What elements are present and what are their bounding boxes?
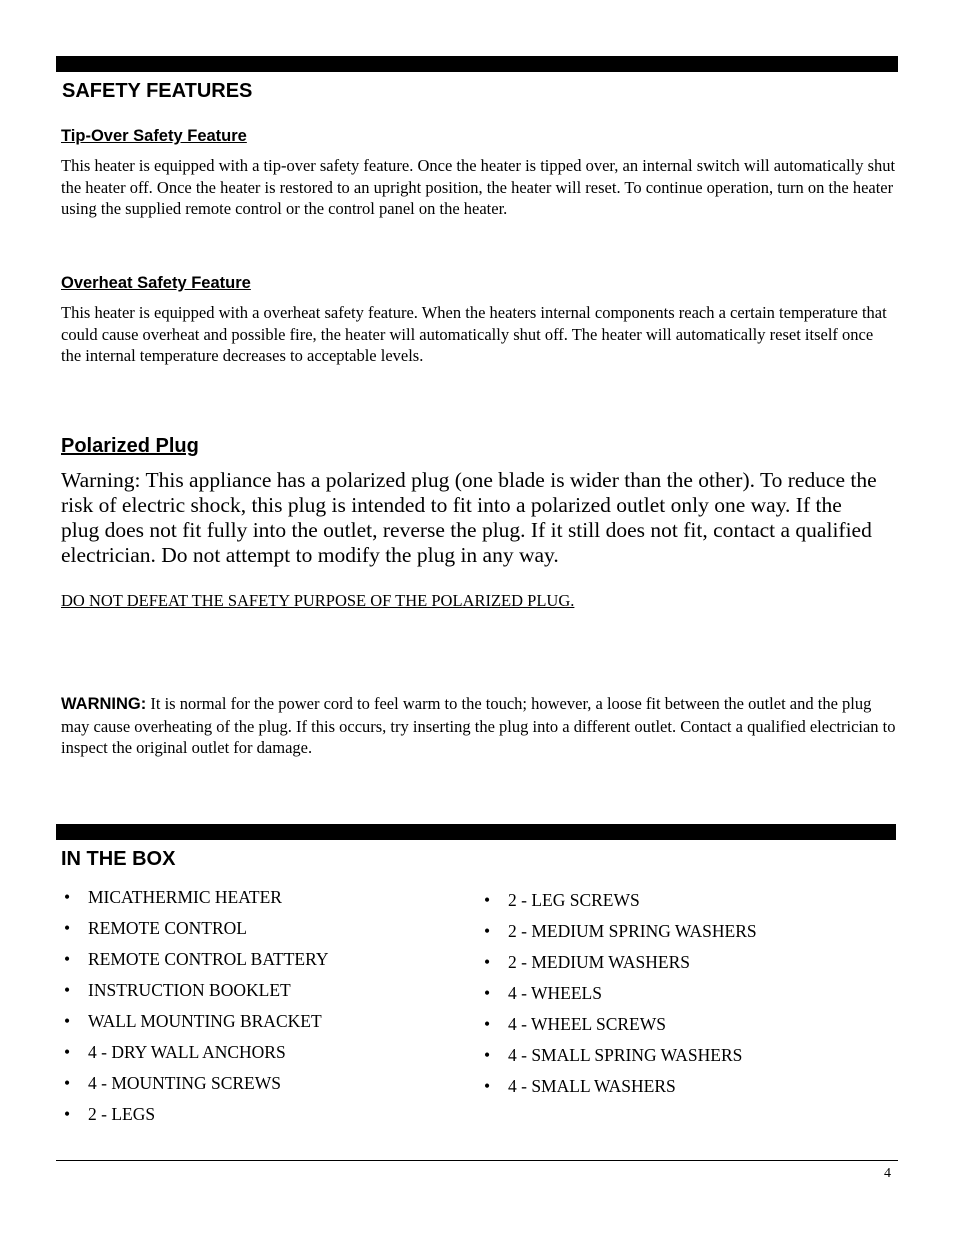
polarized-plug-title: Polarized Plug [61,435,199,457]
list-item-label: REMOTE CONTROL BATTERY [88,949,329,969]
list-item [480,921,757,952]
list-item-label: 4 - WHEELS [508,983,602,1003]
bullet-icon: • [64,949,71,969]
list-item [60,887,328,918]
overheat-body: This heater is equipped with a overheat safety feature. When the heaters internal components reach a certain temperature that could cause overheat and possible fire, the heater will automatically shut off. The heater will automatically reset itself once the internal temperature decreases to acceptable levels. [61,303,887,365]
list-item-label: 4 - DRY WALL ANCHORS [88,1042,286,1062]
list-item [480,890,757,921]
footer-rule [56,1160,898,1161]
bullet-icon: • [64,918,71,938]
bullet-icon: • [484,1045,491,1065]
list-item [60,949,328,980]
tipover-title: Tip-Over Safety Feature [61,127,247,145]
polarized-plug-body: Warning: This appliance has a polarized plug (one blade is wider than the other). To reduce the risk of electric shock, this plug is intended to fit into a polarized outlet only one way. If the plug does not fit fully into the outlet, reverse the plug. If it still does not fit, contact a qualified electrician. Do not attempt to modify the plug in any way. [61,468,877,567]
bullet-icon: • [64,980,71,1000]
list-item-label: 2 - LEG SCREWS [508,890,640,910]
list-item-label: 4 - SMALL WASHERS [508,1076,676,1096]
list-item [60,980,328,1011]
list-item [480,1045,757,1076]
list-item-label: 2 - MEDIUM SPRING WASHERS [508,921,757,941]
warning-body: It is normal for the power cord to feel warm to the touch; however, a loose fit between the outlet and the plug may cause overheating of the plug. If this occurs, try inserting the plug into a different outlet. Contact a qualified electrician to inspect the original outlet for damage. [61,694,896,757]
list-item [60,1073,328,1104]
in-the-box-heading: IN THE BOX [61,848,176,870]
list-item [60,1011,328,1042]
section-bar-safety [56,56,898,72]
section-bar-in-the-box [56,824,896,840]
warning-label: WARNING: [61,695,147,713]
bullet-icon: • [484,983,491,1003]
box-contents-left-list [60,887,328,1135]
list-item [60,1104,328,1135]
list-item-label: REMOTE CONTROL [88,918,247,938]
tipover-body: This heater is equipped with a tip-over safety feature. Once the heater is tipped over, an internal switch will automatically shut the heater off. Once the heater is restored to an upright position, the heater will reset. To continue operation, turn on the heater using the supplied remote control or the control panel on the heater. [61,156,896,218]
list-item [480,952,757,983]
list-item-label: 2 - MEDIUM WASHERS [508,952,690,972]
safety-features-heading: SAFETY FEATURES [62,80,253,102]
bullet-icon: • [64,887,71,907]
list-item [60,918,328,949]
list-item [60,1042,328,1073]
overheat-title: Overheat Safety Feature [61,274,251,292]
polarized-plug-notice: DO NOT DEFEAT THE SAFETY PURPOSE OF THE POLARIZED PLUG. [61,591,575,610]
list-item-label: 4 - MOUNTING SCREWS [88,1073,281,1093]
box-contents-right-list [480,890,757,1107]
list-item-label: WALL MOUNTING BRACKET [88,1011,322,1031]
bullet-icon: • [64,1073,71,1093]
bullet-icon: • [484,952,491,972]
bullet-icon: • [484,890,491,910]
list-item [480,1014,757,1045]
list-item [480,983,757,1014]
list-item-label: 4 - SMALL SPRING WASHERS [508,1045,743,1065]
list-item-label: INSTRUCTION BOOKLET [88,980,291,1000]
list-item-label: 2 - LEGS [88,1104,156,1124]
page-number: 4 [884,1166,891,1181]
bullet-icon: • [64,1042,71,1062]
warning-paragraph [61,693,901,759]
bullet-icon: • [484,921,491,941]
list-item-label: 4 - WHEEL SCREWS [508,1014,666,1034]
bullet-icon: • [64,1104,71,1124]
list-item-label: MICATHERMIC HEATER [88,887,282,907]
list-item [480,1076,757,1107]
bullet-icon: • [64,1011,71,1031]
bullet-icon: • [484,1014,491,1034]
bullet-icon: • [484,1076,491,1096]
